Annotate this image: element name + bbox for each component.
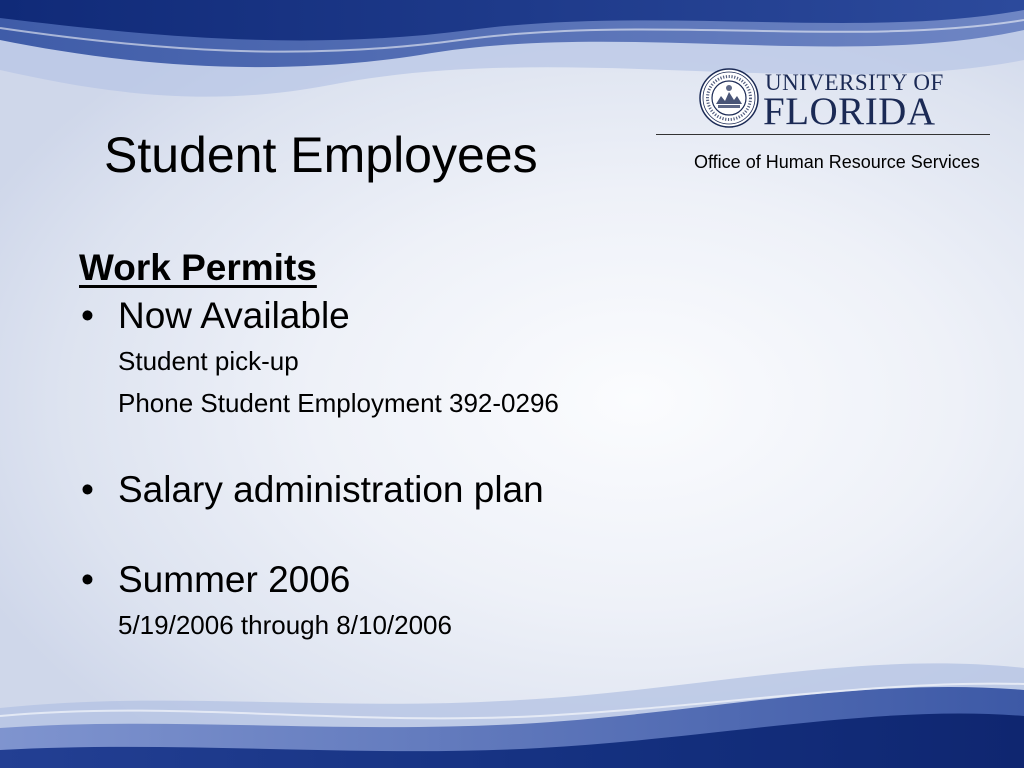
bullet-item [79, 466, 939, 514]
bullet-text: Summer 2006 [118, 559, 351, 600]
bullet-text: Now Available [118, 295, 350, 336]
bullet-item [79, 292, 939, 424]
bullet-item [79, 556, 939, 646]
header-divider [656, 134, 990, 135]
logo-university-text: UNIVERSITY OF [765, 70, 944, 95]
bullet-text: Salary administration plan [118, 469, 544, 510]
university-logo [699, 68, 999, 133]
sub-item: 5/19/2006 through 8/10/2006 [118, 610, 452, 640]
university-seal-icon [699, 68, 759, 128]
logo-florida-text: FLORIDA [763, 90, 936, 133]
sub-item: Phone Student Employment 392-0296 [118, 388, 559, 418]
bullet-icon: • [81, 469, 94, 510]
bullet-icon: • [81, 559, 94, 600]
section-heading: Work Permits [79, 247, 317, 288]
slide-body [79, 244, 939, 646]
bullet-icon: • [81, 295, 94, 336]
slide-title: Student Employees [104, 127, 538, 183]
office-name: Office of Human Resource Services [694, 152, 980, 172]
sub-item: Student pick-up [118, 346, 299, 376]
